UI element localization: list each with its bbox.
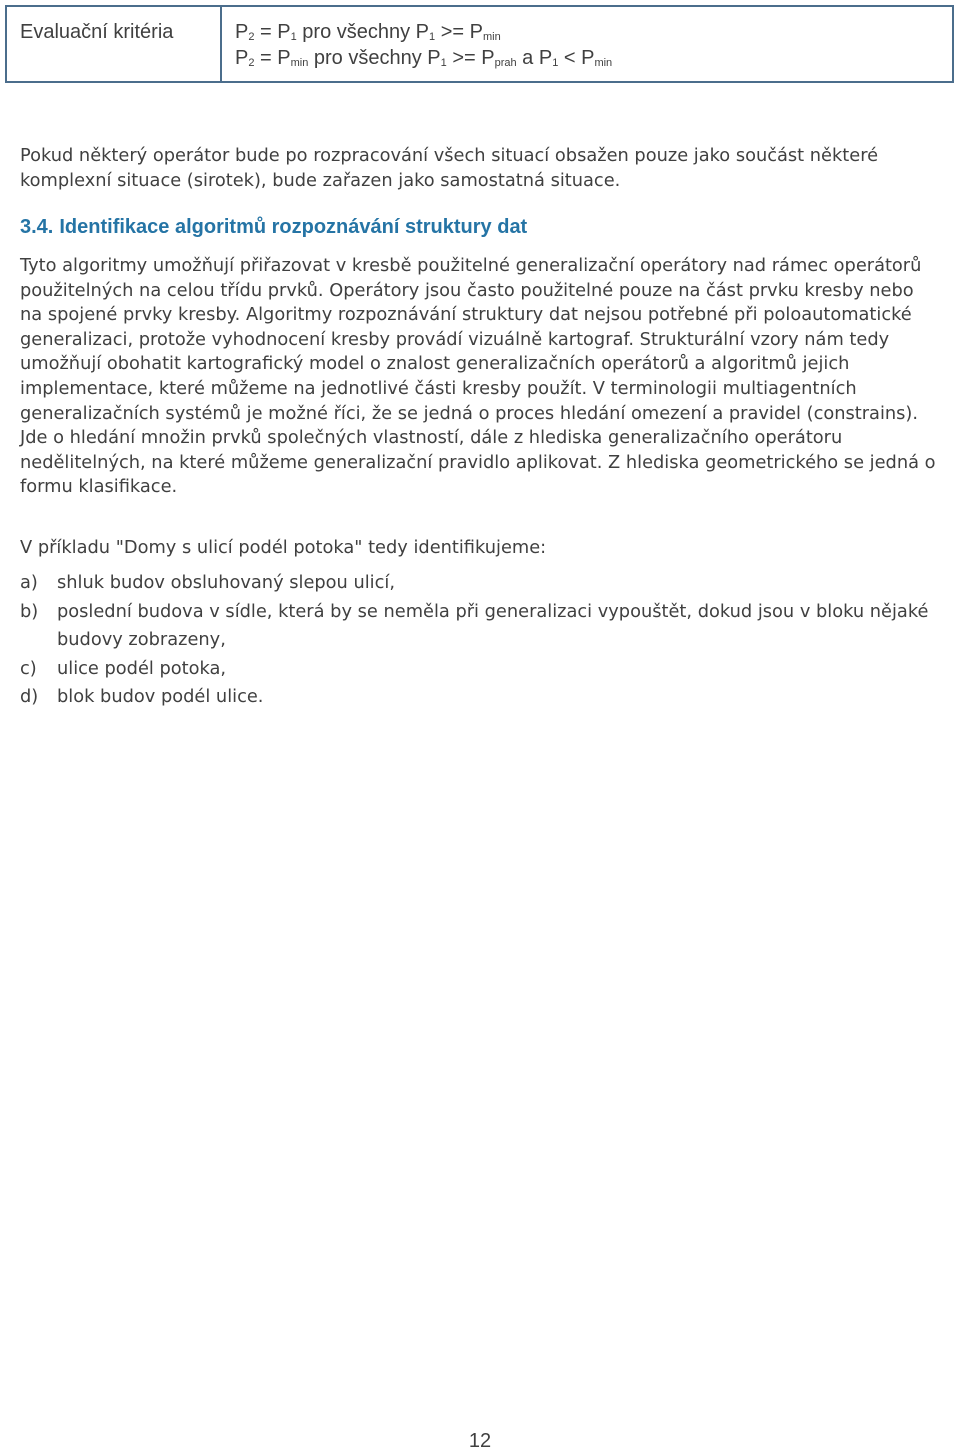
criteria-table xyxy=(5,5,954,83)
section-title: Identifikace algoritmů rozpoznávání struktury dat xyxy=(59,216,528,238)
list-item xyxy=(20,598,940,655)
example-intro: V příkladu "Domy s ulicí podél potoka" tedy identifikujeme: xyxy=(20,537,547,558)
list-marker: d) xyxy=(20,686,39,707)
list-item xyxy=(20,655,940,684)
list-marker: b) xyxy=(20,600,39,622)
criteria-row-2: $P_2 = P_{min}$ pro všechny $P_1 >= P_{prah}$ a $P_1 < P_{min}$ xyxy=(235,47,613,69)
body-paragraph: Tyto algoritmy umožňují přiřazovat v kresbě použitelné generalizační operátory nad rámec operátorů použitelných na celou třídu prvků. Operátory jsou často použitelné pouze na část prvku kresby nebo na spojené prvky kresby. Algoritmy rozpoznávání struktury dat nejsou potřebné při poloautomatické generalizaci, protože vyhodnocení kresby provádí vizuálně kartograf. Strukturální vzory nám tedy umožňují obohatit kartografický model o znalost generalizačních operátorů a algoritmů jejich implementace, které můžeme na jednotlivé části kresby použít. V terminologii multiagentních generalizačních systémů je možné říci, že se jedná o proces hledání omezení a pravidel (constrains). Jde o hledání množin prvků společných vlastností, dále z hlediska generalizačního operátoru nedělitelných, na které můžeme generalizační pravidlo aplikovat. Z hlediska geometrického se jedná o formu klasifikace. xyxy=(20,255,936,498)
criteria-row-1: $P_2 = P_1$ pro všechny $P_1 >= P_{min}$ xyxy=(235,21,501,43)
list-item-text: shluk budov obsluhovaný slepou ulicí, xyxy=(57,572,395,593)
example-list xyxy=(20,569,940,712)
list-item-text: poslední budova v sídle, která by se neměla při generalizaci vypouštět, dokud jsou v bloku nějaké budovy zobrazeny, xyxy=(57,600,929,650)
intro-paragraph: Pokud některý operátor bude po rozpracování všech situací obsažen pouze jako součást některé komplexní situace (sirotek), bude zařazen jako samostatná situace. xyxy=(20,145,879,191)
list-marker: a) xyxy=(20,572,38,593)
list-item xyxy=(20,683,940,712)
criteria-label: Evaluační kritéria xyxy=(7,7,222,81)
section-heading xyxy=(20,216,527,239)
list-marker: c) xyxy=(20,657,37,679)
criteria-value xyxy=(222,7,952,81)
list-item xyxy=(20,569,940,598)
page-number: 12 xyxy=(468,1430,492,1452)
section-number: 3.4. xyxy=(20,216,54,238)
list-item-text: blok budov podél ulice. xyxy=(57,686,264,707)
list-item-text: ulice podél potoka, xyxy=(57,657,227,679)
